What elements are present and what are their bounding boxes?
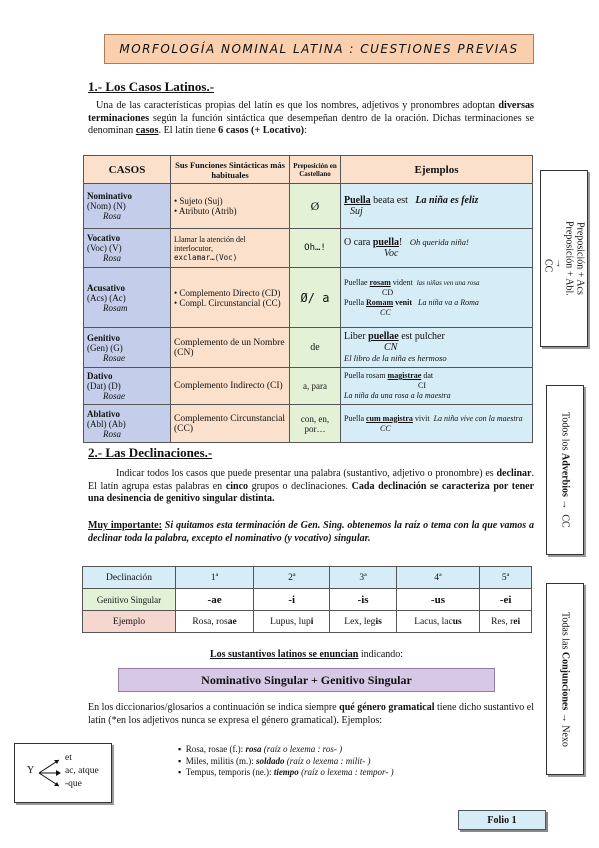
- col-header-preposicion: Preposición en Castellano: [290, 156, 341, 184]
- table-row: [83, 567, 532, 589]
- example-cell: Lacus, lacus: [396, 611, 480, 633]
- enuncian-line: Los sustantivos latinos se enuncian indicando:: [210, 649, 404, 660]
- arrow-icon: →: [559, 499, 571, 510]
- example-cell: Res, rei: [480, 611, 532, 633]
- list-item: ▪ Rosa, rosae (f.): rosa (raíz o lexema : ros- ): [178, 744, 343, 754]
- gen-cell: -ae: [176, 589, 254, 611]
- gen-cell: -i: [254, 589, 330, 611]
- conj-item: ac, atque: [65, 766, 99, 776]
- decl-cell: 4ª: [396, 567, 480, 589]
- example-cell: O cara puella! Oh querida niña! Voc: [341, 229, 533, 268]
- example-cell: Liber puellae est pulcher CN El libro de la niña es hermoso: [341, 328, 533, 368]
- conj-item: -que: [65, 779, 82, 789]
- table-row: [83, 611, 532, 633]
- side-box-adverbios: Todos los Adverbios → CC: [546, 385, 584, 555]
- arrow-icon: →: [553, 258, 564, 269]
- case-cell: Genitivo (Gen) (G) Rosae: [84, 328, 171, 368]
- function-cell: • Complemento Directo (CD) • Compl. Circunstancial (CC): [171, 268, 290, 328]
- example-cell: Lupus, lupi: [254, 611, 330, 633]
- dictionary-paragraph: En los diccionarios/glosarios a continuación se indica siempre qué género gramatical tiene dicho sustantivo el latín (*en los adjetivos nunca se expresa el género gramatical). Ejemplos:: [88, 702, 534, 726]
- table-row: [84, 368, 533, 405]
- section2-paragraph: Indicar todos los casos que puede presentar una palabra (sustantivo, adjetivo o pronombre) es declinar. El latín agrupa estas palabras en cinco grupos o declinaciones. Cada declinación se caracteriza por tener una desinencia de genitivo singular distinta.: [88, 468, 535, 504]
- function-cell: Llamar la atención del interlocutor, exclamar…(Voc): [171, 229, 290, 268]
- gen-cell: -us: [396, 589, 480, 611]
- preposition-cell: Ø/ a: [290, 268, 341, 328]
- arrow-icon: →: [559, 712, 571, 723]
- row-label: Declinación: [83, 567, 176, 589]
- example-cell: Puella cum magistra vivit La niña vive con la maestra CC: [341, 405, 533, 443]
- decl-cell: 1ª: [176, 567, 254, 589]
- casos-table: [83, 155, 533, 443]
- example-cell: Puella rosam magistrae dat CI La niña da una rosa a la maestra: [341, 368, 533, 405]
- function-cell: Complemento Indirecto (CI): [171, 368, 290, 405]
- row-label: Ejemplo: [83, 611, 176, 633]
- preposition-cell: Ø: [290, 184, 341, 229]
- branch-arrows-icon: [37, 756, 63, 790]
- examples-list: [178, 744, 478, 779]
- folio-label: Folio 1: [458, 810, 546, 830]
- decl-cell: 5ª: [480, 567, 532, 589]
- list-item: ▪ Miles, militis (m.): soldado (raíz o lexema : milit- ): [178, 755, 371, 766]
- section2-heading: 2.- Las Declinaciones.-: [88, 445, 213, 460]
- side-box-preposition: Preposición + Acs Preposición + Abl. → CC: [540, 170, 588, 347]
- list-item: ▪ Tempus, temporis (ne.): tiempo (raíz o lexema : tempor- ): [178, 767, 394, 777]
- gen-cell: -ei: [480, 589, 532, 611]
- function-cell: • Sujeto (Suj) • Atributo (Atrib): [171, 184, 290, 229]
- declension-table: [82, 566, 532, 633]
- section1-paragraph: Una de las características propias del latín es que los nombres, adjetivos y pronombres adoptan diversas terminaciones según la función sintáctica que desempeñan dentro de la oración. Dichas terminaciones se denominan casos. El latín tiene 6 casos (+ Locativo):: [88, 100, 534, 137]
- row-label: Genitivo Singular: [83, 589, 176, 611]
- table-row: [84, 184, 533, 229]
- gen-cell: -is: [330, 589, 396, 611]
- col-header-funciones: Sus Funciones Sintácticas más habituales: [171, 156, 290, 184]
- function-cell: Complemento Circunstancial (CC): [171, 405, 290, 443]
- nominative-genitive-box: Nominativo Singular + Genitivo Singular: [118, 668, 495, 692]
- important-note: Muy importante: Si quitamos esta terminación de Gen. Sing. obtenemos la raíz o tema con la que vamos a declinar toda la palabra, excepto el nominativo (y vocativo) singular.: [88, 520, 534, 544]
- conjunction-y-box: [14, 743, 112, 803]
- example-cell: Puellae rosam vident las niñas ven una rosa CD Puella Romam venit La niña va a Roma CC: [341, 268, 533, 328]
- page-title: MORFOLOGÍA NOMINAL LATINA : CUESTIONES PREVIAS: [104, 34, 534, 64]
- y-label: Y: [27, 765, 35, 776]
- table-row: [83, 589, 532, 611]
- case-cell: Dativo (Dat) (D) Rosae: [84, 368, 171, 405]
- case-cell: Nominativo (Nom) (N) Rosa: [84, 184, 171, 229]
- decl-cell: 2ª: [254, 567, 330, 589]
- table-row: [84, 268, 533, 328]
- preposition-cell: Oh…!: [290, 229, 341, 268]
- example-cell: Lex, legis: [330, 611, 396, 633]
- conj-item: et: [65, 753, 72, 763]
- case-cell: Vocativo (Voc) (V) Rosa: [84, 229, 171, 268]
- table-row: [84, 405, 533, 443]
- case-cell: Ablativo (Abl) (Ab) Rosa: [84, 405, 171, 443]
- example-cell: Rosa, rosae: [176, 611, 254, 633]
- case-cell: Acusativo (Acs) (Ac) Rosam: [84, 268, 171, 328]
- table-row: [84, 328, 533, 368]
- preposition-cell: con, en, por…: [290, 405, 341, 443]
- side-box-conjunciones: Todas las Conjunciones → Nexo: [546, 583, 584, 775]
- function-cell: Complemento de un Nombre (CN): [171, 328, 290, 368]
- decl-cell: 3ª: [330, 567, 396, 589]
- example-cell: Puella beata est La niña es feliz Suj: [341, 184, 533, 229]
- col-header-casos: CASOS: [84, 156, 171, 184]
- col-header-ejemplos: Ejemplos: [341, 156, 533, 184]
- preposition-cell: a, para: [290, 368, 341, 405]
- section1-heading: 1.- Los Casos Latinos.-: [88, 79, 215, 94]
- table-row: [84, 229, 533, 268]
- preposition-cell: de: [290, 328, 341, 368]
